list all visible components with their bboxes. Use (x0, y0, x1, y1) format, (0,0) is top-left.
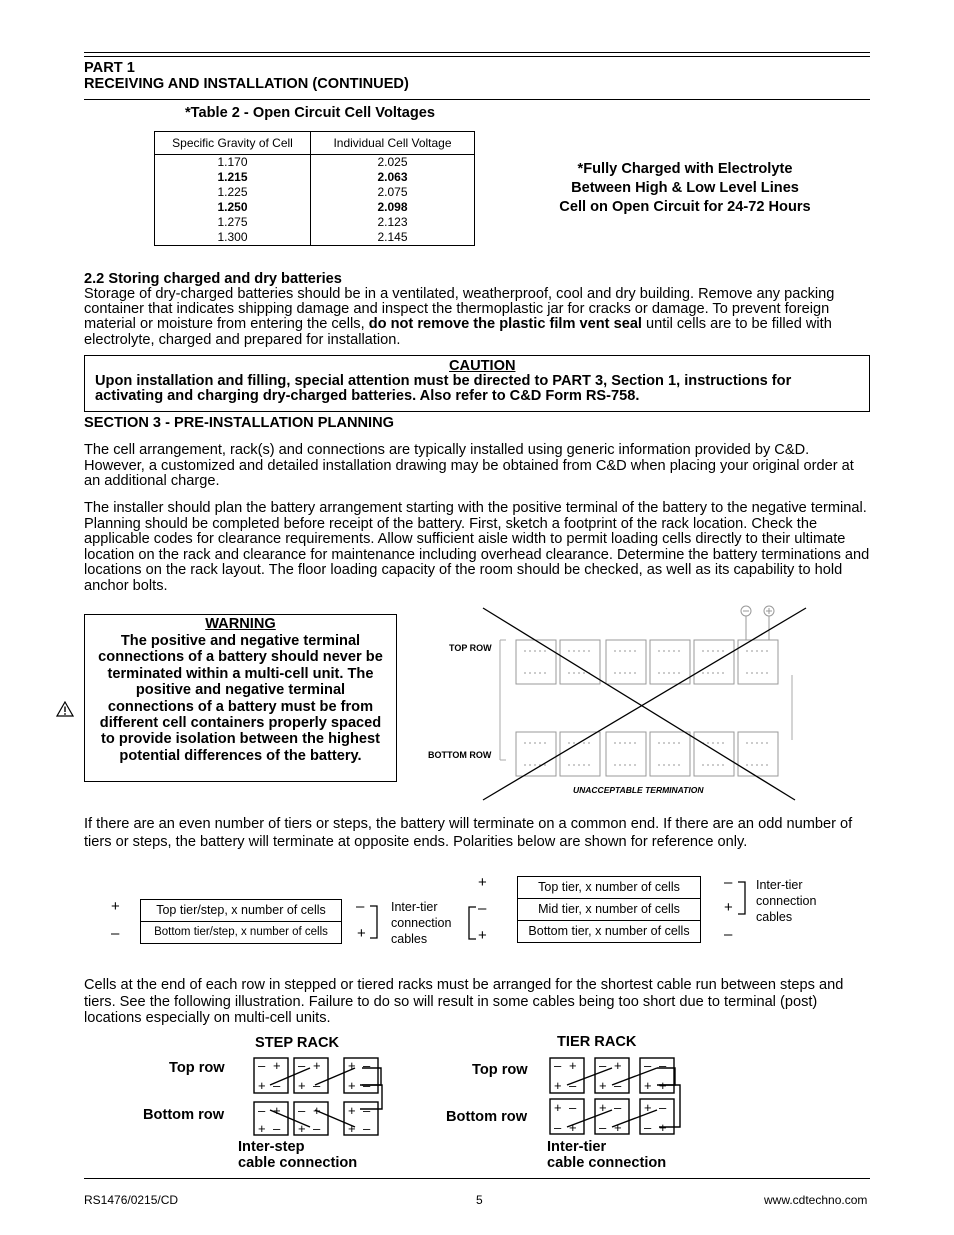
voltage-cell: 2.075 (311, 185, 475, 200)
tier-sign-s: – (599, 1120, 607, 1135)
page-title: RECEIVING AND INSTALLATION (CONTINUED) (84, 76, 409, 92)
tier-sign-p: + (569, 1120, 577, 1135)
top-rule (84, 52, 870, 53)
section-3-heading: SECTION 3 - PRE-INSTALLATION PLANNING (84, 415, 394, 431)
cross-line-2 (483, 608, 806, 800)
table-note-line3: Cell on Open Circuit for 24-72 Hours (559, 199, 811, 215)
table-row (155, 215, 475, 230)
top-cell-1 (516, 640, 556, 684)
bottom-cell-6 (738, 732, 778, 776)
step-sign-b: + (273, 1058, 281, 1073)
footer-url[interactable]: www.cdtechno.com (764, 1193, 868, 1207)
right-top-tier-box: Top tier, x number of cells (517, 876, 701, 899)
tier-sign-l: + (659, 1078, 667, 1093)
step-rack-caption (238, 1140, 357, 1171)
step-sign-u: + (348, 1103, 356, 1118)
tier-rack-diagram (547, 1055, 687, 1137)
right-bottom-tier-box: Bottom tier, x number of cells (517, 920, 701, 943)
left-inter-tier-label: Inter-tier connection cables (391, 900, 452, 946)
voltage-cell: 2.063 (311, 170, 475, 185)
table-note-line2: Between High & Low Level Lines (571, 180, 799, 196)
tier-sign-g: + (599, 1078, 607, 1093)
tier-sign-b: + (569, 1058, 577, 1073)
right-right-bracket (737, 881, 749, 915)
step-sign-q: – (298, 1103, 306, 1118)
step-sign-i: + (348, 1058, 356, 1073)
table-row (155, 185, 475, 200)
left-bottom-tier-box: Bottom tier/step, x number of cells (140, 921, 342, 944)
tier-sign-x: + (659, 1120, 667, 1135)
warning-triangle-icon (56, 701, 74, 717)
step-sign-s: + (298, 1121, 306, 1136)
step-rack-title: STEP RACK (255, 1035, 340, 1051)
tier-sign-m: + (554, 1100, 562, 1115)
table-caption: *Table 2 - Open Circuit Cell Voltages (185, 105, 436, 121)
top-cell-6 (738, 640, 778, 684)
diagram-bottom-row-label: BOTTOM ROW (428, 750, 492, 760)
voltage-cell: 2.025 (311, 155, 475, 171)
section-22-text-bold: do not remove the plastic film vent seal (368, 316, 642, 333)
step-sign-v: – (363, 1103, 371, 1118)
step-sign-x: – (363, 1121, 371, 1136)
tier-sign-w: – (644, 1120, 652, 1135)
warning-title: WARNING (205, 616, 276, 632)
step-sign-e: – (298, 1058, 306, 1073)
voltage-table (154, 131, 475, 246)
tier-sign-v: – (659, 1100, 667, 1115)
voltage-cell: 2.098 (311, 200, 475, 215)
step-sign-m: – (258, 1103, 266, 1118)
cells-paragraph: Cells at the end of each row in stepped or tiered racks must be arranged for the shortest cable run between steps and tiers. See the following illustration. Failure to do so will result in some cables being too short due to terminal (post) locations especially on multi-cell units. (84, 977, 844, 1027)
bottom-cell-1 (516, 732, 556, 776)
tier-rack-bottom-row-label: Bottom row (446, 1109, 528, 1125)
tier-sign-e: – (599, 1058, 607, 1073)
top-cell-3 (606, 640, 646, 684)
step-sign-n: + (273, 1103, 281, 1118)
right-top-plus: + (478, 874, 487, 891)
table-header-gravity: Specific Gravity of Cell (155, 132, 311, 155)
table-note-line1: *Fully Charged with Electrolyte (577, 161, 793, 177)
voltage-cell: 2.123 (311, 215, 475, 230)
bottom-cell-5 (694, 732, 734, 776)
bottom-cell-3 (606, 732, 646, 776)
bottom-cell-2 (560, 732, 600, 776)
step-sign-h: – (313, 1078, 321, 1093)
tier-sign-t: + (614, 1120, 622, 1135)
bottom-row-cells (516, 732, 778, 776)
right-mid-plus: + (724, 899, 733, 916)
tier-sign-n: – (569, 1100, 577, 1115)
part-label: PART 1 (84, 60, 135, 76)
gravity-cell: 1.275 (155, 215, 311, 230)
caution-title: CAUTION (449, 358, 516, 374)
table-row (155, 170, 475, 185)
top-row-cells (516, 640, 778, 684)
step-sign-a: – (258, 1058, 266, 1073)
voltage-cell: 2.145 (311, 230, 475, 246)
tier-sign-c: + (554, 1078, 562, 1093)
gravity-cell: 1.300 (155, 230, 311, 246)
tier-sign-o: – (554, 1120, 562, 1135)
right-bottom-minus: – (724, 926, 733, 943)
tier-sign-u: + (644, 1100, 652, 1115)
gravity-cell: 1.215 (155, 170, 311, 185)
step-sign-k: + (348, 1078, 356, 1093)
tier-rack-title: TIER RACK (557, 1034, 637, 1050)
diagram-top-row-label: TOP ROW (449, 643, 492, 653)
table-row (155, 155, 475, 171)
right-top-minus: – (724, 874, 733, 891)
title-rule (84, 99, 870, 100)
table-row (155, 230, 475, 246)
step-sign-w: + (348, 1121, 356, 1136)
tier-rack-caption (547, 1140, 666, 1171)
section-22-text-b: until cells are to be filled with electrolyte, charged and prepared for installation. (84, 316, 832, 348)
step-rack-top-row-label: Top row (169, 1060, 225, 1076)
step-sign-o: + (258, 1121, 266, 1136)
diagram-caption: UNACCEPTABLE TERMINATION (573, 785, 704, 795)
top-cell-4 (650, 640, 690, 684)
right-inter-tier-label: Inter-tier connection cables (756, 878, 817, 924)
step-rack-caption-line2: cable connection (238, 1154, 358, 1171)
section-3-para2: The installer should plan the battery arrangement starting with the positive terminal of the battery to the negative terminal. Planning should be completed before receipt of the battery. First, sketch a footprint of the rack location. Check the applicable codes for clearance requirements. Allow sufficient aisle width to permit loading cells directly to their ultimate location on the rack and clearance for maintenance including overhead clearance. Determine the battery terminations and locations on the rack layout. The floor loading capacity of the room should be checked, as well as its capability to hold anchor bolts. (84, 500, 870, 594)
tier-sign-a: – (554, 1058, 562, 1073)
left-plus-sign: + (111, 898, 120, 915)
footer-doc-number: RS1476/0215/CD (84, 1193, 179, 1207)
section-22-text (84, 287, 874, 348)
step-sign-g: + (298, 1078, 306, 1093)
gravity-cell: 1.170 (155, 155, 311, 171)
right-mid-minus: – (478, 900, 487, 917)
tier-rack-caption-line2: cable connection (547, 1154, 667, 1171)
footer-rule (84, 1178, 870, 1179)
step-rack-caption-line1: Inter-step (238, 1139, 305, 1155)
left-bottom-plus: + (357, 925, 366, 942)
right-bottom-plus: + (478, 927, 487, 944)
step-rack-bottom-row-label: Bottom row (143, 1107, 225, 1123)
step-sign-c: + (258, 1078, 266, 1093)
cross-line-1 (483, 608, 795, 800)
tier-sign-i: – (644, 1058, 652, 1073)
table-row (155, 200, 475, 215)
tier-sign-h: – (614, 1078, 622, 1093)
section-3-para1: The cell arrangement, rack(s) and connections are typically installed using generic information provided by C&D. However, a customized and detailed installation drawing may be obtained from C&D when placing your original order at an additional charge. (84, 442, 854, 490)
step-sign-f: + (313, 1058, 321, 1073)
tier-rack-caption-line1: Inter-tier (547, 1139, 607, 1155)
gravity-cell: 1.250 (155, 200, 311, 215)
footer-page-number: 5 (476, 1193, 483, 1207)
tier-sign-q: + (599, 1100, 607, 1115)
step-sign-j: – (363, 1058, 371, 1073)
tier-sign-f: + (614, 1058, 622, 1073)
section-22-text-a: Storage of dry-charged batteries should be in a ventilated, weatherproof, cool and dry building. Remove any packing container that indicates shipping damage and inspect the thermoplastic jar for cracks or damage. To prevent foreign material or moisture from entering the cells, (84, 286, 835, 333)
tier-sign-r: – (614, 1100, 622, 1115)
step-sign-p: – (273, 1121, 281, 1136)
step-sign-r: + (313, 1103, 321, 1118)
tier-sign-k: + (644, 1078, 652, 1093)
left-top-tier-box: Top tier/step, x number of cells (140, 899, 342, 922)
right-left-bracket (465, 906, 477, 940)
section-22-heading: 2.2 Storing charged and dry batteries (84, 271, 342, 287)
unacceptable-termination-diagram (420, 600, 820, 805)
top-rule-2 (84, 56, 870, 57)
warning-text: The positive and negative terminal connections of a battery should never be terminated within a multi-cell unit. The positive and negative terminal connections of a battery must be from different cell containers properly spaced to provide isolation between the highest potential differences of the battery. (98, 633, 383, 764)
left-bracket (369, 905, 381, 939)
tier-rack-top-row-label: Top row (472, 1062, 528, 1078)
left-minus-sign: – (111, 925, 120, 942)
top-cell-2 (560, 640, 600, 684)
left-top-minus: – (356, 898, 365, 915)
gravity-cell: 1.225 (155, 185, 311, 200)
step-sign-d: – (273, 1078, 281, 1093)
tier-sign-j: – (659, 1058, 667, 1073)
table-header-voltage: Individual Cell Voltage (311, 132, 475, 155)
right-mid-tier-box: Mid tier, x number of cells (517, 898, 701, 921)
tiers-paragraph: If there are an even number of tiers or steps, the battery will terminate on a common end. If there are an odd number of tiers or steps, the battery will terminate at opposite ends. Polarities below are shown for reference only. (84, 816, 853, 850)
step-sign-l: – (363, 1078, 371, 1093)
caution-text: Upon installation and filling, special attention must be directed to PART 3, Section 1, instructions for activating and charging dry-charged batteries. Also refer to C&D Form RS-758. (95, 373, 792, 405)
bottom-cell-4 (650, 732, 690, 776)
tier-sign-d: – (569, 1078, 577, 1093)
step-sign-t: – (313, 1121, 321, 1136)
table-note (540, 160, 830, 217)
step-rack-diagram (250, 1055, 390, 1137)
